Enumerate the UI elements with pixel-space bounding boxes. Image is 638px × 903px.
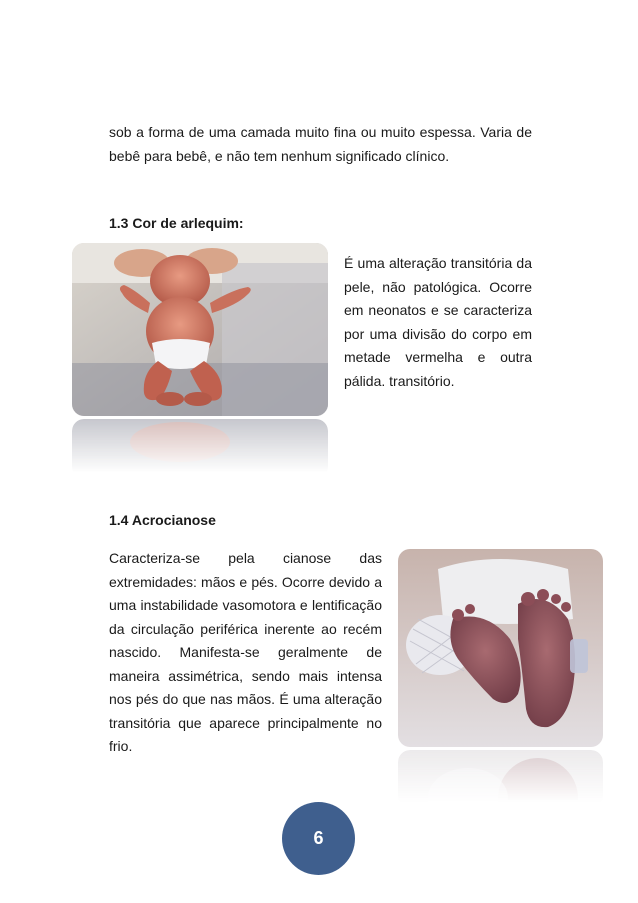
acrocianose-paragraph: Caracteriza-se pela cianose das extremidades: mãos e pés. Ocorre devido a uma instabilidade vasomotora e lentificação da circulação periférica inerente ao recém nascido. Manifesta-se geralmente de maneira assimétrica, sendo mais intensa nos pés do que nas mãos. É uma alteração transitória que aparece principalmente no frio. [109, 550, 382, 754]
cor-de-arlequim-paragraph: É uma alteração transitória da pele, não patológica. Ocorre em neonatos e se caracteriza por uma divisão do corpo em metade vermelha e outra pálida. transitório. [344, 255, 532, 389]
harlequin-baby-photo [72, 243, 328, 416]
intro-paragraph: sob a forma de uma camada muito fina ou muito espessa. Varia de bebê para bebê, e não tem nenhum significado clínico. [109, 124, 532, 164]
acrocianose-feet-photo-reflection [398, 750, 603, 808]
page-number-badge [282, 802, 355, 875]
section-heading-acrocianose: 1.4 Acrocianose [109, 512, 216, 528]
harlequin-baby-photo-reflection [72, 419, 328, 479]
page-number: 6 [313, 828, 324, 848]
section-heading-cor-de-arlequim: 1.3 Cor de arlequim: [109, 215, 244, 231]
acrocianose-feet-photo [398, 549, 603, 747]
